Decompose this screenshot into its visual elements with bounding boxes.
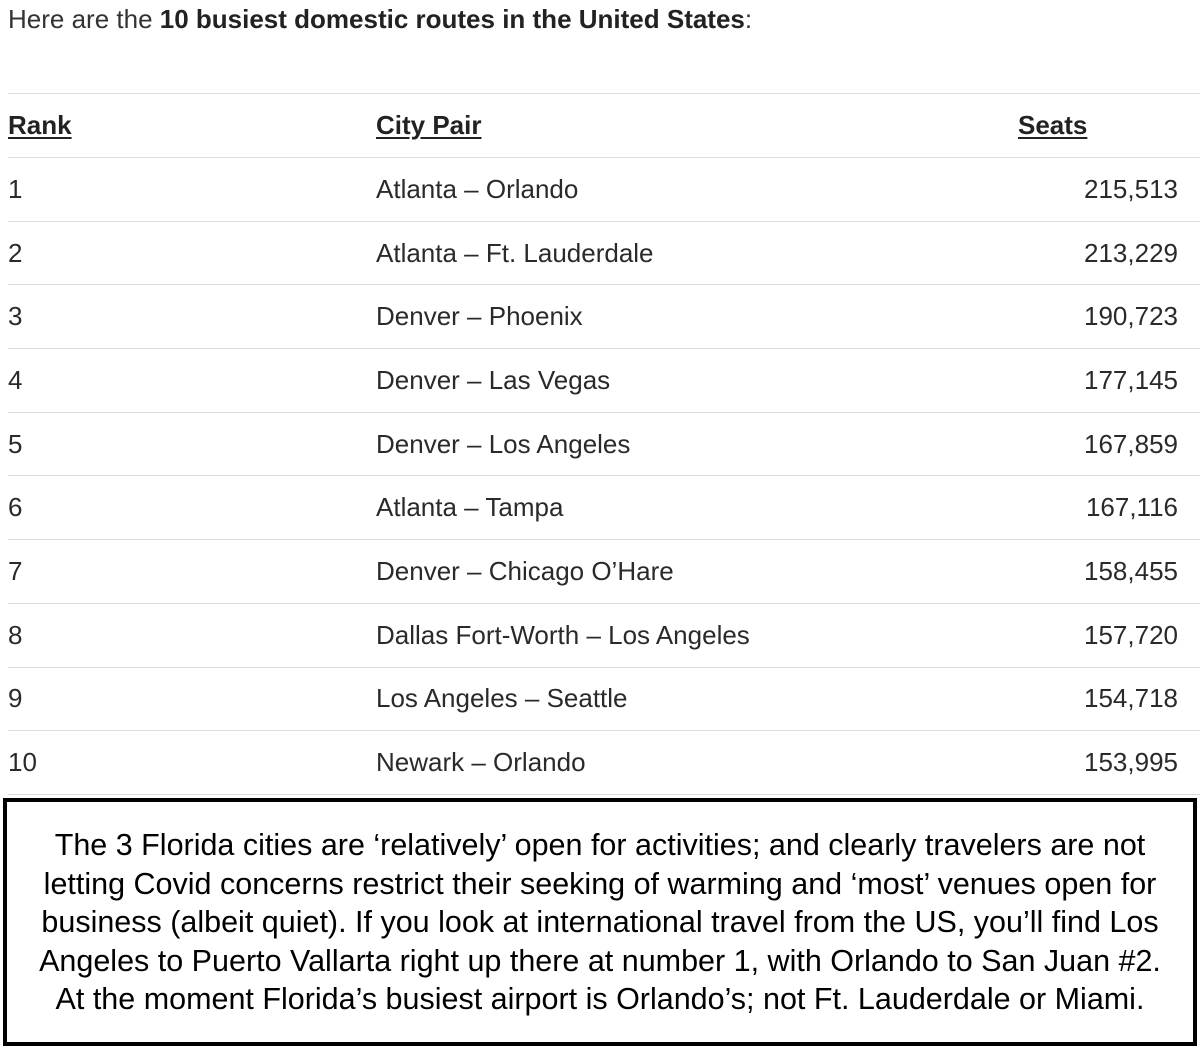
rank-cell: 3 [8,285,376,349]
rank-cell: 7 [8,540,376,604]
rank-cell: 5 [8,412,376,476]
intro-prefix: Here are the [8,4,160,34]
city-pair-cell: Atlanta – Ft. Lauderdale [376,221,976,285]
commentary-line: letting Covid concerns restrict their seeking of warming and ‘most’ venues open for [43,866,1157,901]
city-pair-cell: Denver – Los Angeles [376,412,976,476]
seats-cell: 213,229 [976,221,1200,285]
commentary-line: business (albeit quiet). If you look at international travel from the US, you’ll find Los [41,905,1159,939]
table-row [8,349,1200,413]
table-row [8,221,1200,285]
city-pair-cell: Denver – Las Vegas [376,349,976,413]
city-pair-cell: Newark – Orlando [376,731,976,795]
table-row [8,540,1200,604]
commentary-line: At the moment Florida’s busiest airport is Orlando’s; not Ft. Lauderdale or Miami. [55,982,1145,1016]
table-row [8,731,1200,795]
table-row [8,667,1200,731]
seats-header: Seats [976,94,1200,158]
rank-cell: 10 [8,731,376,795]
table-row [8,158,1200,222]
intro-emphasis: 10 busiest domestic routes in the United States [159,4,745,34]
routes-table [8,93,1200,795]
city-pair-cell: Atlanta – Tampa [376,476,976,540]
city-pair-cell: Los Angeles – Seattle [376,667,976,731]
commentary-line: Angeles to Puerto Vallarta right up there at number 1, with Orlando to San Juan #2. [39,943,1161,978]
seats-cell: 190,723 [976,285,1200,349]
city-pair-cell: Atlanta – Orlando [376,158,976,222]
seats-cell: 215,513 [976,158,1200,222]
rank-cell: 2 [8,221,376,285]
intro-text [8,2,752,36]
intro-suffix: : [744,4,753,34]
seats-cell: 167,116 [976,476,1200,540]
seats-cell: 167,859 [976,412,1200,476]
seats-cell: 154,718 [976,667,1200,731]
rank-cell: 8 [8,603,376,667]
rank-header: Rank [8,94,376,158]
table-row [8,412,1200,476]
commentary-line: The 3 Florida cities are ‘relatively’ open for activities; and clearly travelers are not [54,828,1146,862]
city-pair-cell: Denver – Phoenix [376,285,976,349]
rank-cell: 4 [8,349,376,413]
city-pair-cell: Denver – Chicago O’Hare [376,540,976,604]
seats-cell: 177,145 [976,349,1200,413]
city-pair-header: City Pair [376,94,976,158]
table-row [8,476,1200,540]
seats-cell: 153,995 [976,731,1200,795]
seats-cell: 158,455 [976,540,1200,604]
rank-cell: 9 [8,667,376,731]
rank-cell: 1 [8,158,376,222]
seats-cell: 157,720 [976,603,1200,667]
commentary-box [3,798,1197,1046]
table-row [8,285,1200,349]
city-pair-cell: Dallas Fort-Worth – Los Angeles [376,603,976,667]
rank-cell: 6 [8,476,376,540]
table-header-row [8,94,1200,158]
table-row [8,603,1200,667]
